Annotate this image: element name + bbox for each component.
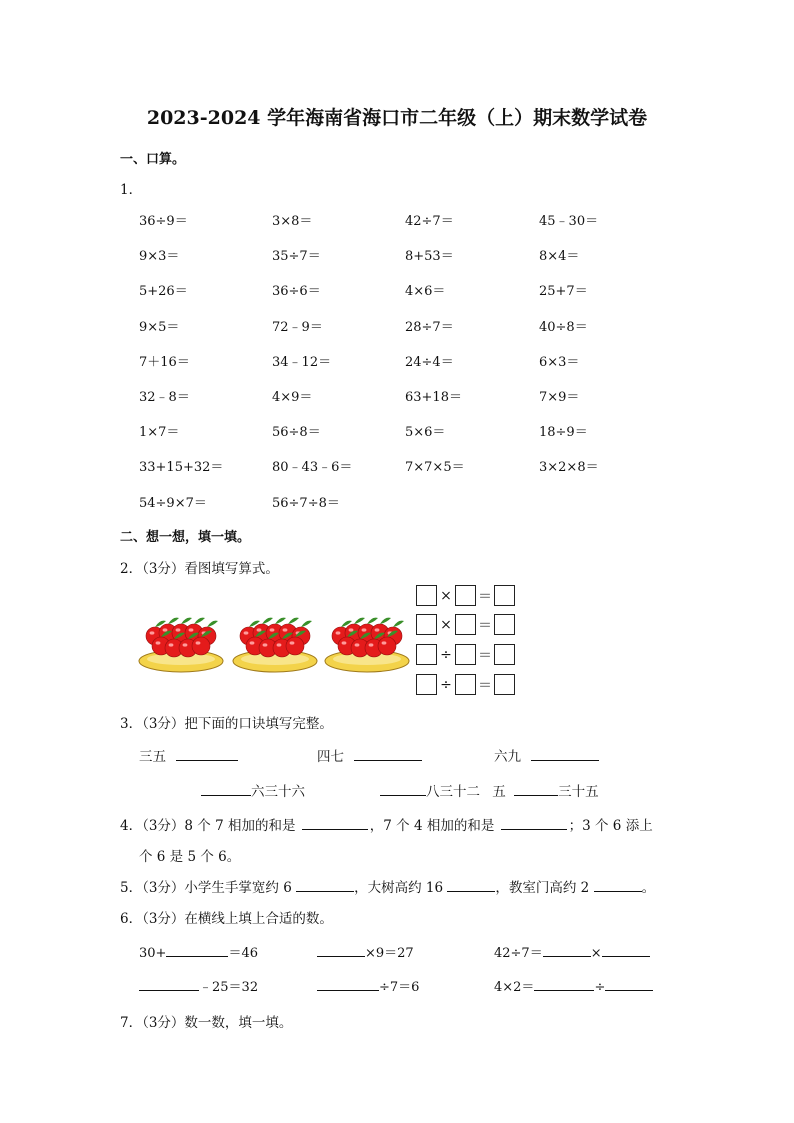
q6-blank-5[interactable] xyxy=(139,976,199,991)
q4-line-2: 个 6 是 5 个 6。 xyxy=(139,849,241,865)
q6-r1-c1-b: ＝46 xyxy=(228,946,258,961)
q3-item-1 xyxy=(139,745,238,765)
oral-calc-item: 63+18＝ xyxy=(405,390,462,405)
q3-item-4-label: 六三十六 xyxy=(251,784,305,800)
plate-inner xyxy=(333,653,401,665)
oral-calc-item: 3×2×8＝ xyxy=(539,460,599,476)
q6-r1-c3-b: × xyxy=(590,946,602,961)
oral-calc-item: 4×9＝ xyxy=(272,390,313,405)
q6-blank-7[interactable] xyxy=(534,976,594,991)
oral-calc-item: 45﹣30＝ xyxy=(539,214,599,229)
q5-blank-3[interactable] xyxy=(594,877,642,892)
apple-highlight xyxy=(283,628,288,631)
plate-inner xyxy=(241,653,309,665)
plate-inner xyxy=(147,653,215,665)
oral-calc-item: 5+26＝ xyxy=(139,284,188,300)
oral-calc-item: 9×5＝ xyxy=(139,319,180,335)
apple xyxy=(192,637,210,655)
apple-plates-image xyxy=(137,586,413,698)
apple-highlight xyxy=(375,628,380,631)
oral-calc-item: 25+7＝ xyxy=(539,284,588,300)
oral-calc-item: 3×8＝ xyxy=(272,214,313,229)
apple-highlight xyxy=(290,641,295,644)
q5-line xyxy=(120,876,655,896)
q3-item-5 xyxy=(380,780,599,800)
section-1-heading: 一、口算。 xyxy=(120,152,186,167)
oral-calc-item: 33+15+32＝ xyxy=(139,460,224,476)
page-title: 2023-2024 学年海南省海口市二年级（上）期末数学试卷 xyxy=(146,107,648,129)
operator-sign: × xyxy=(440,587,452,604)
apple-highlight xyxy=(176,628,181,631)
q6-blank-2[interactable] xyxy=(317,942,365,957)
q2-equation-row xyxy=(416,674,515,698)
oral-calc-item: 28÷7＝ xyxy=(405,319,454,335)
q5-prefix: 5．（3分）小学生手掌宽约 6 xyxy=(120,880,292,896)
oral-calc-item: 56÷8＝ xyxy=(272,425,321,441)
apple-highlight xyxy=(169,643,174,646)
q3-text: 3．（3分）把下面的口诀填写完整。 xyxy=(120,716,333,732)
oral-calc-item: 18÷9＝ xyxy=(539,425,588,441)
answer-box[interactable] xyxy=(416,614,437,635)
q6-blank-6[interactable] xyxy=(317,976,379,991)
oral-calc-item: 5×6＝ xyxy=(405,425,446,441)
q6-r1-c2 xyxy=(317,942,414,961)
q4-prefix: 4．（3分）8 个 7 相加的和是 xyxy=(120,818,296,834)
apple-highlight xyxy=(150,631,155,634)
q3-blank-4[interactable] xyxy=(201,781,251,796)
apple-highlight xyxy=(369,643,374,646)
oral-calc-item: 8×4＝ xyxy=(539,249,580,265)
q3-item-2-label: 四七 xyxy=(317,749,344,765)
q6-r2-c2-text: ÷7＝6 xyxy=(379,980,420,995)
operator-sign: ÷ xyxy=(440,676,452,693)
apple-highlight xyxy=(189,628,194,631)
q3-blank-3[interactable] xyxy=(531,746,599,761)
q1-label: 1． xyxy=(120,182,143,198)
answer-box[interactable] xyxy=(416,674,437,695)
apple-highlight xyxy=(362,628,367,631)
q7-text: 7．（3分）数一数，填一填。 xyxy=(120,1015,293,1031)
answer-box[interactable] xyxy=(455,674,476,695)
q6-r2-c3-b: ÷ xyxy=(594,980,606,995)
leaf xyxy=(275,618,286,624)
q6-r2-c3 xyxy=(494,976,653,995)
oral-calc-item: 4×6＝ xyxy=(405,284,446,300)
q6-blank-8[interactable] xyxy=(605,976,653,991)
q4-blank-1[interactable] xyxy=(302,815,368,830)
q5-mid: ，大树高约 16 xyxy=(354,880,444,896)
leaf xyxy=(262,618,273,624)
answer-box[interactable] xyxy=(455,614,476,635)
q6-r1-c3-a: 42÷7＝ xyxy=(494,946,543,961)
oral-calc-item: 9×3＝ xyxy=(139,249,180,265)
q6-text: 6．（3分）在横线上填上合适的数。 xyxy=(120,911,333,927)
answer-box[interactable] xyxy=(494,585,515,606)
q3-blank-2[interactable] xyxy=(354,746,422,761)
q2-equation-row xyxy=(416,644,515,668)
q3-item-6-tail: 三十五 xyxy=(558,784,599,800)
leaf xyxy=(181,618,192,624)
apple-highlight xyxy=(163,628,168,631)
oral-calc-item: 35÷7＝ xyxy=(272,249,321,265)
q4-line-1 xyxy=(120,814,653,834)
section-2-heading: 二、想一想，填一填。 xyxy=(120,530,251,545)
q4-suffix: ；3 个 6 添上 xyxy=(568,818,653,834)
answer-box[interactable] xyxy=(494,614,515,635)
oral-calc-item: 40÷8＝ xyxy=(539,319,588,335)
q3-item-3 xyxy=(494,745,599,765)
oral-calc-item: 72﹣9＝ xyxy=(272,319,323,335)
leaf xyxy=(207,621,218,627)
oral-calc-item: 8+53＝ xyxy=(405,249,454,265)
q6-r2-c1-text: ﹣25＝32 xyxy=(199,980,259,995)
q5-blank-1[interactable] xyxy=(296,877,354,892)
q6-r2-c3-a: 4×2＝ xyxy=(494,980,535,995)
q2-text: 2．（3分）看图填写算式。 xyxy=(120,561,279,577)
leaf xyxy=(380,618,391,624)
equals-sign: ＝ xyxy=(478,647,492,664)
answer-box[interactable] xyxy=(416,644,437,665)
apple xyxy=(286,637,304,655)
equals-sign: ＝ xyxy=(478,677,492,694)
answer-box[interactable] xyxy=(494,644,515,665)
q6-r1-c1 xyxy=(139,942,258,961)
oral-calc-item: 54÷9×7＝ xyxy=(139,495,207,511)
leaf xyxy=(288,618,299,624)
q2-equation-row xyxy=(416,614,515,638)
q4-blank-2[interactable] xyxy=(501,815,567,830)
leaf xyxy=(301,621,312,627)
q3-item-1-label: 三五 xyxy=(139,749,166,765)
apple-highlight xyxy=(183,643,188,646)
oral-calc-item: 80﹣43﹣6＝ xyxy=(272,460,353,476)
leaf xyxy=(194,618,205,624)
apple-highlight xyxy=(244,631,249,634)
oral-calc-item: 36÷9＝ xyxy=(139,214,188,229)
q6-blank-4[interactable] xyxy=(602,942,650,957)
operator-sign: × xyxy=(440,616,452,633)
apple-highlight xyxy=(156,641,161,644)
leaf xyxy=(168,618,179,624)
answer-box[interactable] xyxy=(455,585,476,606)
q6-r1-c3 xyxy=(494,942,650,961)
apple-highlight xyxy=(355,643,360,646)
q6-r2-c2 xyxy=(317,976,419,995)
apple-highlight xyxy=(349,628,354,631)
operator-sign: ÷ xyxy=(440,646,452,663)
apple xyxy=(378,637,396,655)
apple-highlight xyxy=(336,631,341,634)
q5-end: 。 xyxy=(641,880,656,896)
leaf xyxy=(367,618,378,624)
leaf xyxy=(393,621,404,627)
q3-item-6-label: 五 xyxy=(492,784,506,800)
oral-calc-item: 34﹣12＝ xyxy=(272,354,332,370)
q4-mid: ，7 个 4 相加的和是 xyxy=(369,818,495,834)
q3-item-4 xyxy=(201,780,305,800)
q6-r1-c2-text: ×9＝27 xyxy=(365,946,414,961)
oral-calc-item: 1×7＝ xyxy=(139,425,180,441)
oral-calc-item: 32﹣8＝ xyxy=(139,390,190,405)
equals-sign: ＝ xyxy=(478,617,492,634)
apple-highlight xyxy=(382,641,387,644)
q3-blank-5[interactable] xyxy=(380,781,426,796)
equals-sign: ＝ xyxy=(478,588,492,605)
q6-r2-c1 xyxy=(139,976,258,995)
apple-highlight xyxy=(270,628,275,631)
q5-mid2: ，教室门高约 2 xyxy=(495,880,590,896)
q6-blank-1[interactable] xyxy=(166,942,228,957)
oral-calc-item: 6×3＝ xyxy=(539,354,580,370)
apple-highlight xyxy=(342,641,347,644)
oral-calc-item: 7×9＝ xyxy=(539,390,580,405)
answer-box[interactable] xyxy=(455,644,476,665)
q3-blank-1[interactable] xyxy=(176,746,238,761)
q6-r1-c1-a: 30+ xyxy=(139,946,167,961)
apple-highlight xyxy=(250,641,255,644)
apple-highlight xyxy=(257,628,262,631)
q6-blank-3[interactable] xyxy=(543,942,591,957)
answer-box[interactable] xyxy=(494,674,515,695)
apple-highlight xyxy=(277,643,282,646)
q3-blank-6[interactable] xyxy=(514,781,558,796)
oral-calc-item: 56÷7÷8＝ xyxy=(272,495,340,511)
oral-calc-item: 42÷7＝ xyxy=(405,214,454,229)
oral-calc-item: 7×7×5＝ xyxy=(405,460,465,476)
oral-calc-item: 7＋16＝ xyxy=(139,354,190,370)
q3-item-2 xyxy=(317,745,422,765)
q2-equation-row xyxy=(416,585,515,609)
q5-blank-2[interactable] xyxy=(447,877,495,892)
leaf xyxy=(354,618,365,624)
oral-calc-item: 36÷6＝ xyxy=(272,284,321,300)
q3-item-3-label: 六九 xyxy=(494,749,521,765)
answer-box[interactable] xyxy=(416,585,437,606)
q3-item-5-label: 八三十二 xyxy=(426,784,480,800)
oral-calc-item: 24÷4＝ xyxy=(405,354,454,370)
apple-highlight xyxy=(196,641,201,644)
apple-highlight xyxy=(263,643,268,646)
